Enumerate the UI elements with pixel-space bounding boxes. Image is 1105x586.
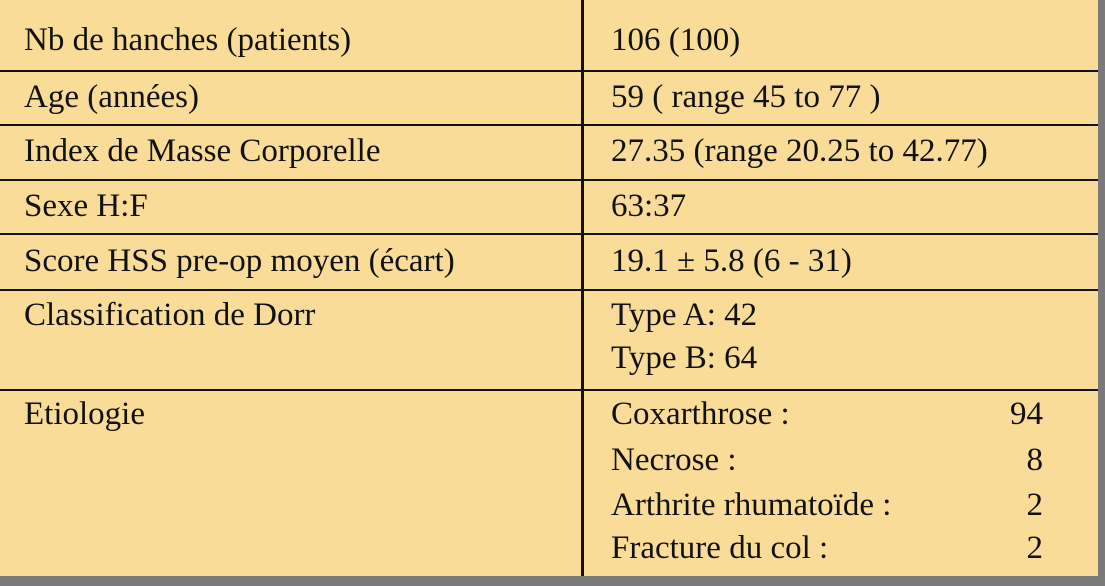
row-divider [0, 124, 1098, 126]
row-value: 27.35 (range 20.25 to 42.77) [611, 133, 988, 169]
row-divider [0, 70, 1098, 72]
row-label: Score HSS pre-op moyen (écart) [24, 243, 455, 279]
dorr-type-b: Type B: 64 [611, 340, 758, 376]
etiologie-count: 8 [1026, 442, 1043, 478]
dorr-label: Classification de Dorr [24, 297, 316, 333]
row-label: Sexe H:F [24, 188, 148, 224]
etiologie-count: 2 [1026, 487, 1043, 523]
etiologie-count: 2 [1026, 530, 1043, 566]
row-label: Age (années) [24, 79, 199, 115]
etiologie-name: Arthrite rhumatoïde : [611, 487, 892, 523]
dorr-type-a: Type A: 42 [611, 297, 758, 333]
etiologie-count: 94 [1010, 396, 1043, 432]
etiologie-name: Fracture du col : [611, 530, 829, 566]
etiologie-name: Coxarthrose : [611, 396, 790, 432]
row-divider [0, 289, 1098, 291]
row-label: Nb de hanches (patients) [24, 22, 352, 58]
row-value: 59 ( range 45 to 77 ) [611, 79, 881, 115]
row-value: 63:37 [611, 188, 687, 224]
row-label: Index de Masse Corporelle [24, 133, 381, 169]
row-divider [0, 389, 1098, 391]
etiologie-item [611, 528, 1043, 568]
etiologie-name: Necrose : [611, 442, 737, 478]
row-divider [0, 233, 1098, 235]
row-value: 19.1 ± 5.8 (6 - 31) [611, 243, 852, 279]
column-divider [581, 0, 584, 576]
etiologie-item [611, 394, 1043, 434]
etiologie-item [611, 485, 1043, 525]
row-value: 106 (100) [611, 22, 741, 58]
etiologie-label: Etiologie [24, 396, 145, 432]
etiologie-item [611, 440, 1043, 480]
row-divider [0, 179, 1098, 181]
